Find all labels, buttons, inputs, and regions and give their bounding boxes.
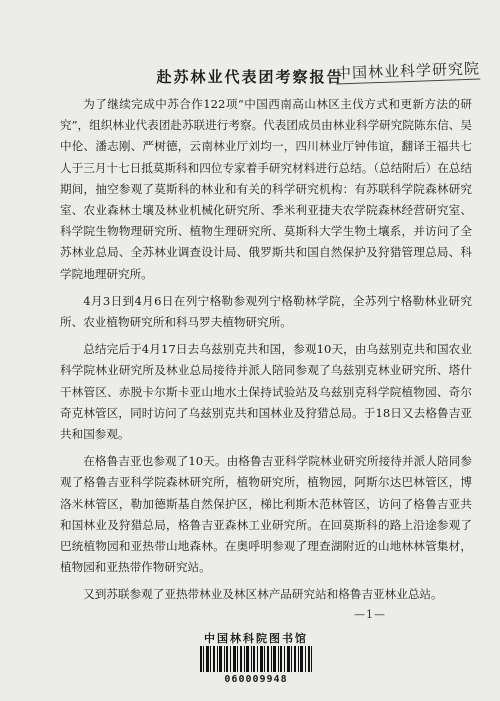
library-stamp: [196, 630, 316, 688]
paragraph: 为了继续完成中苏合作122项“中国西南高山林区主伐方式和更新方法的研究”，组织林业代表团赴苏联进行考察。代表团成员由林业科学研究院陈东信、吴中伦、潘志刚、严树德，云南林业厅刘均一，四川林业厅钟伟谊，翻译王福共七人于三月十七日抵莫斯科和四位专家着手研究材料进行总结。（总结附后）在总结期间，抽空参观了莫斯科的林业和有关的科学研究机构：有苏联科学院森林研究室、农业森林土壤及林业机械化研究所、季米利亚捷夫农学院森林经营研究室、科学院生物物理研究所、植物生理研究所、莫斯科大学生物土壤系，并访问了全苏林业总局、全苏林业调查设计局、俄罗斯共和国自然保护及狩猎管理总局、科学院地理研究所。: [60, 97, 472, 281]
page-number: —1—: [354, 608, 386, 621]
paragraph: 4月3日到4月6日在列宁格勒参观列宁格勒林学院，全苏列宁格勒林业研究所、农业植物研究所和科马罗夫植物研究所。: [60, 293, 472, 330]
paragraph: 总结完后于4月17日去乌兹别克共和国，参观10天，由乌兹别克共和国农业科学院林业研究所及林业总局接待并派人陪同参观了乌兹别克林业研究所、塔什干林管区、赤脱卡尔斯卡亚山地水土保持试验站及乌兹别克科学院植物园、奇尔奇克林管区，同时访问了乌兹别克共和国林业及狩猎总局。于18日又去格鲁吉亚共和国参观。: [60, 342, 472, 442]
barcode-icon: [200, 646, 312, 672]
library-label: 中国林科院图书馆: [204, 632, 308, 645]
handwritten-note: 中国林业科学研究院: [335, 59, 481, 83]
paragraph: 又到苏联参观了亚热带林业及林区林产品研究站和格鲁吉亚林业总站。: [83, 587, 443, 602]
document-body: [60, 94, 472, 612]
document-title: 赴苏林业代表团考察报告: [156, 68, 344, 86]
barcode-number: 060009948: [224, 674, 288, 685]
paragraph: 在格鲁吉亚也参观了10天。由格鲁吉亚科学院林业研究所接待并派人陪同参观了格鲁吉亚科学院森林研究所，植物研究所，植物园，阿斯尔达巴林管区，博洛米林管区，勒加德斯基自然保护区，梯比利斯木范林管区，访问了格鲁吉亚共和国林业及狩猎总局，格鲁吉亚森林工业研究所。在回莫斯科的路上沿途参观了巴统植物园和亚热带山地森林。在奥呼明参观了理查湖附近的山地林林管集材，植物园和亚热带作物研究站。: [60, 454, 472, 575]
